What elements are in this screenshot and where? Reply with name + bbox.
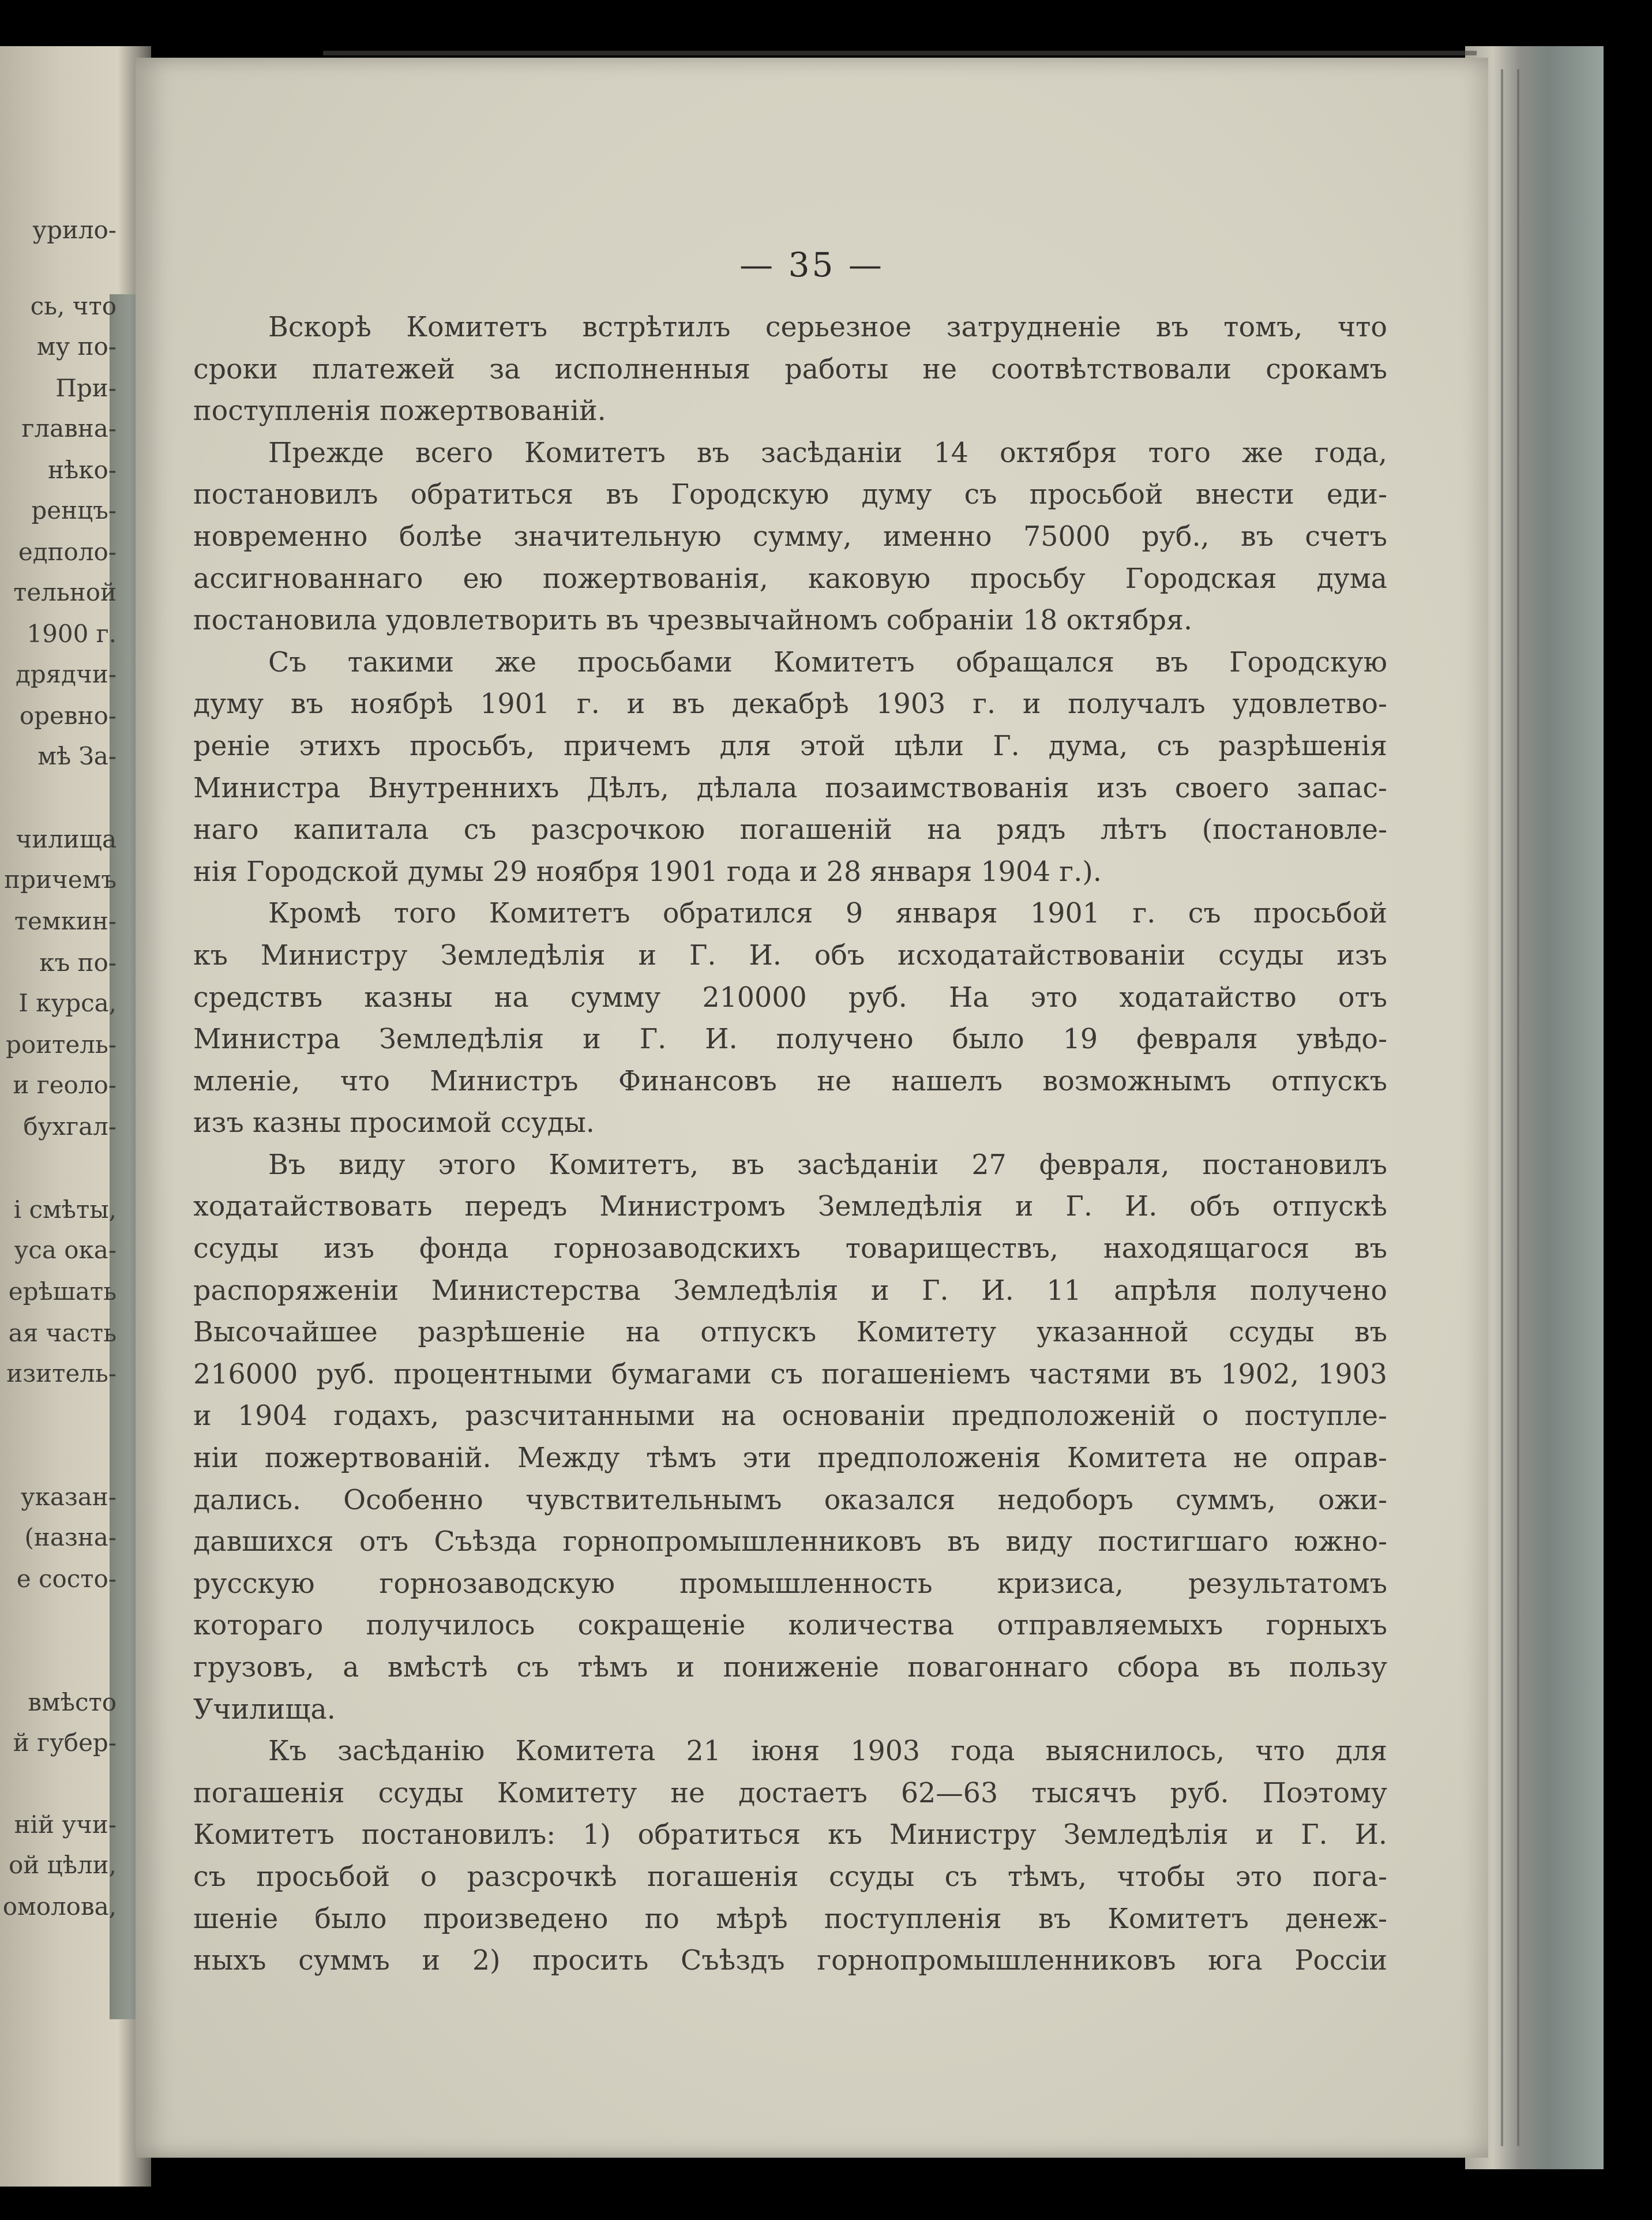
page-top-shadow	[323, 51, 1477, 55]
left-page-line-fragment: изитель-	[6, 1359, 117, 1387]
left-page-line-fragment: ерѣшать	[8, 1277, 117, 1306]
text-line: Высочайшее разрѣшеніе на отпускъ Комитету указанной ссуды въ	[193, 1317, 1387, 1349]
left-page-fragment	[0, 46, 151, 2187]
left-page-line-fragment: дрядчи-	[15, 660, 117, 688]
text-line: дались. Особенно чувствительнымъ оказался недоборъ суммъ, ожи-	[193, 1484, 1387, 1516]
text-line: постановила удовлетворить въ чрезвычайномъ собраніи 18 октября.	[193, 605, 1193, 637]
left-page-line-fragment: къ по-	[39, 948, 117, 977]
left-page-line-fragment: тельной	[13, 578, 117, 606]
left-page-line-fragment: уса ока-	[14, 1236, 117, 1264]
left-page-line-fragment: урило-	[32, 216, 117, 244]
text-line: Въ виду этого Комитетъ, въ засѣданіи 27 февраля, постановилъ	[268, 1149, 1387, 1181]
text-line: думу въ ноябрѣ 1901 г. и въ декабрѣ 1903 г. и получалъ удовлетво-	[193, 688, 1387, 721]
text-line: давшихся отъ Съѣзда горнопромышленниковъ въ виду постигшаго южно-	[193, 1526, 1387, 1558]
text-line: сроки платежей за исполненныя работы не соотвѣтствовали срокамъ	[193, 353, 1387, 385]
left-page-line-fragment: сь, что	[30, 292, 117, 320]
text-line: русскую горнозаводскую промышленность кризиса, результатомъ	[193, 1567, 1387, 1600]
text-line: поступленія пожертвованій.	[193, 395, 606, 427]
text-line: 216000 руб. процентными бумагами съ погашеніемъ частями въ 1902, 1903	[193, 1358, 1387, 1390]
left-page-line-fragment: (назна-	[24, 1523, 117, 1551]
left-page-line-fragment: I курса,	[18, 989, 117, 1017]
text-line: къ Министру Земледѣлія и Г. И. объ исходатайствованіи ссуды изъ	[193, 939, 1387, 972]
text-line: Съ такими же просьбами Комитетъ обращался въ Городскую	[268, 646, 1387, 678]
page-body-text	[193, 307, 1387, 1982]
text-line: ніи пожертвованій. Между тѣмъ эти предположенія Комитета не оправ-	[193, 1442, 1387, 1475]
text-line: средствъ казны на сумму 210000 руб. На это ходатайство отъ	[193, 981, 1387, 1014]
text-line: ныхъ суммъ и 2) просить Съѣздъ горнопромышленниковъ юга Россіи	[193, 1945, 1387, 1977]
left-page-line-fragment: нѣко-	[47, 456, 117, 484]
text-line: ссуды изъ фонда горнозаводскихъ товариществъ, находящагося въ	[193, 1233, 1387, 1265]
left-page-line-fragment: ренцъ-	[31, 496, 117, 524]
text-line: новременно болѣе значительную сумму, именно 75000 руб., въ счетъ	[193, 520, 1387, 553]
text-line: ассигнованнаго ею пожертвованія, каковую просьбу Городская дума	[193, 562, 1387, 595]
text-line: погашенія ссуды Комитету не достаетъ 62—63 тысячъ руб. Поэтому	[193, 1777, 1387, 1809]
text-line: распоряженіи Министерства Земледѣлія и Г. И. 11 апрѣля получено	[193, 1274, 1387, 1307]
text-line: ходатайствовать передъ Министромъ Земледѣлія и Г. И. объ отпускѣ	[193, 1191, 1387, 1223]
left-page-line-fragment: вмѣсто	[28, 1688, 117, 1716]
left-page-line-fragment: указан-	[20, 1483, 117, 1511]
text-line: Вскорѣ Комитетъ встрѣтилъ серьезное затрудненіе въ томъ, что	[268, 312, 1387, 343]
left-page-line-fragment: мѣ За-	[37, 742, 117, 770]
left-page-line-fragment: ая часть	[8, 1319, 117, 1347]
left-page-line-fragment: чилища	[16, 825, 117, 853]
left-page-line-fragment: ній учи-	[14, 1810, 117, 1839]
text-line: реніе этихъ просьбъ, причемъ для этой цѣли Г. дума, съ разрѣшенія	[193, 730, 1387, 762]
left-page-line-fragment: ой цѣли,	[9, 1851, 117, 1879]
page-number: — 35 —	[739, 245, 884, 284]
left-page-line-fragment: темкин-	[14, 907, 117, 935]
left-page-line-fragment: й губер-	[13, 1728, 117, 1757]
text-line: нія Городской думы 29 ноября 1901 года и 28 января 1904 г.).	[193, 856, 1102, 888]
left-page-line-fragment: оревно-	[19, 702, 117, 730]
left-page-line-fragment: е состо-	[16, 1565, 117, 1593]
text-line: Комитетъ постановилъ: 1) обратиться къ Министру Земледѣлія и Г. И.	[193, 1819, 1387, 1851]
text-line: наго капитала съ разсрочкою погашеній на рядъ лѣтъ (постановле-	[193, 814, 1387, 846]
left-page-line-fragment: При-	[55, 374, 117, 402]
text-line: Прежде всего Комитетъ въ засѣданіи 14 октября того же года,	[268, 437, 1387, 469]
left-page-line-fragment: роитель-	[6, 1030, 117, 1059]
text-line: изъ казны просимой ссуды.	[193, 1107, 595, 1139]
left-page-line-fragment: му по-	[36, 332, 117, 361]
text-line: мленіе, что Министръ Финансовъ не нашелъ возможнымъ отпускъ	[193, 1065, 1387, 1097]
text-line: Министра Внутреннихъ Дѣлъ, дѣлала позаимствованія изъ своего запас-	[193, 772, 1387, 804]
text-line: Училища.	[193, 1693, 336, 1726]
text-line: постановилъ обратиться въ Городскую думу съ просьбой внести еди-	[193, 479, 1387, 511]
left-page-line-fragment: главна-	[21, 414, 117, 442]
text-line: Кромѣ того Комитетъ обратился 9 января 1901 г. съ просьбой	[268, 898, 1387, 930]
left-page-line-fragment: причемъ	[4, 865, 117, 894]
text-line: съ просьбой о разсрочкѣ погашенія ссуды съ тѣмъ, чтобы это пога-	[193, 1861, 1387, 1893]
book-page	[136, 58, 1488, 2158]
text-line: грузовъ, а вмѣстѣ съ тѣмъ и пониженіе повагоннаго сбора въ пользу	[193, 1652, 1387, 1683]
text-line: шеніе было произведено по мѣрѣ поступленія въ Комитетъ денеж-	[193, 1903, 1387, 1935]
text-line: и 1904 годахъ, разсчитанными на основаніи предположеній о поступле-	[193, 1400, 1387, 1432]
left-page-line-fragment: 1900 г.	[27, 620, 117, 648]
text-line: котораго получилось сокращеніе количества отправляемыхъ горныхъ	[193, 1610, 1387, 1642]
text-line: Къ засѣданію Комитета 21 іюня 1903 года выяснилось, что для	[268, 1735, 1387, 1768]
left-page-line-fragment: омолова,	[2, 1892, 117, 1921]
left-page-line-fragment: едполо-	[18, 538, 117, 566]
left-page-line-fragment: бухгал-	[23, 1112, 117, 1141]
left-page-line-fragment: и геоло-	[13, 1071, 117, 1099]
left-page-line-fragment: і смѣты,	[13, 1195, 117, 1224]
text-line: Министра Земледѣлія и Г. И. получено было 19 февраля увѣдо-	[193, 1023, 1387, 1056]
